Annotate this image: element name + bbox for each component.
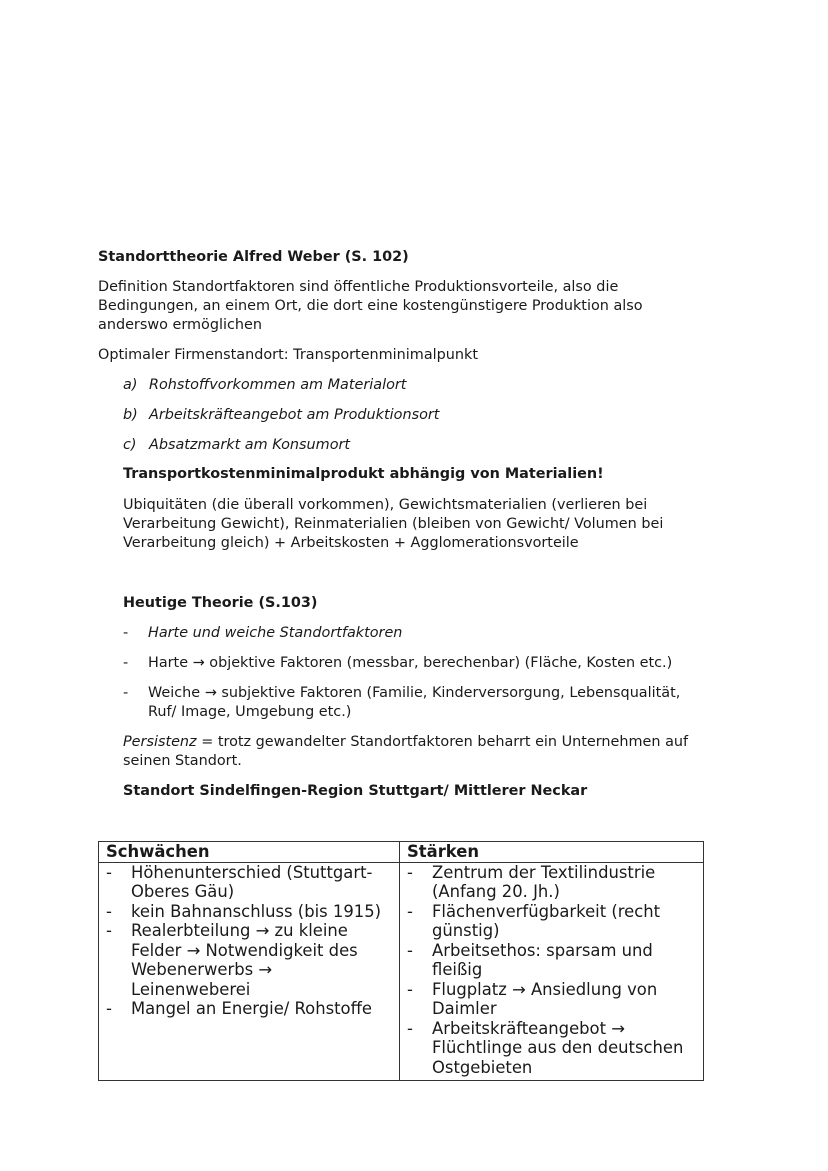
materials-line-3: Verarbeitung gleich) + Arbeitskosten + Agglomerationsvorteile	[123, 535, 579, 551]
list-item: - Arbeitskräfteangebot → Flüchtlinge aus den deutschen Ostgebieten	[400, 1019, 703, 1078]
factor-text: Rohstoffvorkommen am Materialort	[149, 377, 407, 393]
persistence-line-2: seinen Standort.	[123, 753, 242, 769]
strengths-header: Stärken	[400, 842, 704, 863]
factor-text: Arbeitskräfteangebot am Produktionsort	[149, 407, 440, 423]
factor-item-c	[123, 436, 350, 456]
region-heading: Standort Sindelfingen-Region Stuttgart/ Mittlerer Neckar	[123, 783, 588, 799]
modern-heading: Heutige Theorie (S.103)	[123, 595, 318, 611]
list-item: - kein Bahnanschluss (bis 1915)	[99, 902, 399, 922]
materials-line-1: Ubiquitäten (die überall vorkommen), Gewichtsmaterialien (verlieren bei	[123, 497, 648, 513]
strengths-list	[400, 863, 703, 1078]
definition-line-1: Definition Standortfaktoren sind öffentliche Produktionsvorteile, also die	[98, 279, 619, 295]
factor-label: c)	[123, 437, 137, 453]
modern-item-3-line-2: Ruf/ Image, Umgebung etc.)	[148, 704, 352, 720]
modern-item-2: Harte → objektive Faktoren (messbar, berechenbar) (Fläche, Kosten etc.)	[148, 655, 673, 671]
bullet-dash: -	[123, 685, 129, 701]
optimal-location: Optimaler Firmenstandort: Transportenminimalpunkt	[98, 347, 478, 363]
factor-item-a	[123, 376, 406, 396]
factor-label: a)	[123, 377, 138, 393]
table-row	[99, 862, 704, 1081]
persistence-definition: = trotz gewandelter Standortfaktoren beharrt ein Unternehmen auf	[196, 734, 689, 750]
factor-item-b	[123, 406, 439, 426]
definition-line-3: anderswo ermöglichen	[98, 317, 262, 333]
transport-heading: Transportkostenminimalprodukt abhängig von Materialien!	[123, 466, 604, 482]
materials-line-2: Verarbeitung Gewicht), Reinmaterialien (bleiben von Gewicht/ Volumen bei	[123, 516, 664, 532]
weaknesses-cell	[99, 862, 400, 1081]
modern-item-1: Harte und weiche Standortfaktoren	[148, 625, 403, 641]
list-item: - Höhenunterschied (Stuttgart- Oberes Gäu)	[99, 863, 399, 902]
list-item: - Zentrum der Textilindustrie (Anfang 20. Jh.)	[400, 863, 703, 902]
bullet-dash: -	[123, 625, 129, 641]
definition-line-2: Bedingungen, an einem Ort, die dort eine kostengünstigere Produktion also	[98, 298, 643, 314]
weaknesses-list	[99, 863, 399, 1019]
comparison-table	[98, 841, 704, 1081]
page-title: Standorttheorie Alfred Weber (S. 102)	[98, 249, 409, 265]
persistence-line-1	[123, 733, 688, 753]
list-item: - Arbeitsethos: sparsam und fleißig	[400, 941, 703, 980]
modern-item-3-line-1: Weiche → subjektive Faktoren (Familie, Kinderversorgung, Lebensqualität,	[148, 685, 681, 701]
table-header-row	[99, 842, 704, 863]
list-item: - Realerbteilung → zu kleine Felder → Notwendigkeit des Webenerwerbs → Leinenweberei	[99, 921, 399, 999]
weaknesses-header: Schwächen	[99, 842, 400, 863]
list-item: - Mangel an Energie/ Rohstoffe	[99, 999, 399, 1019]
bullet-dash: -	[123, 655, 129, 671]
list-item: - Flächenverfügbarkeit (recht günstig)	[400, 902, 703, 941]
factor-label: b)	[123, 407, 138, 423]
factor-text: Absatzmarkt am Konsumort	[149, 437, 351, 453]
list-item: - Flugplatz → Ansiedlung von Daimler	[400, 980, 703, 1019]
persistence-term: Persistenz	[123, 734, 197, 750]
strengths-cell	[400, 862, 704, 1081]
